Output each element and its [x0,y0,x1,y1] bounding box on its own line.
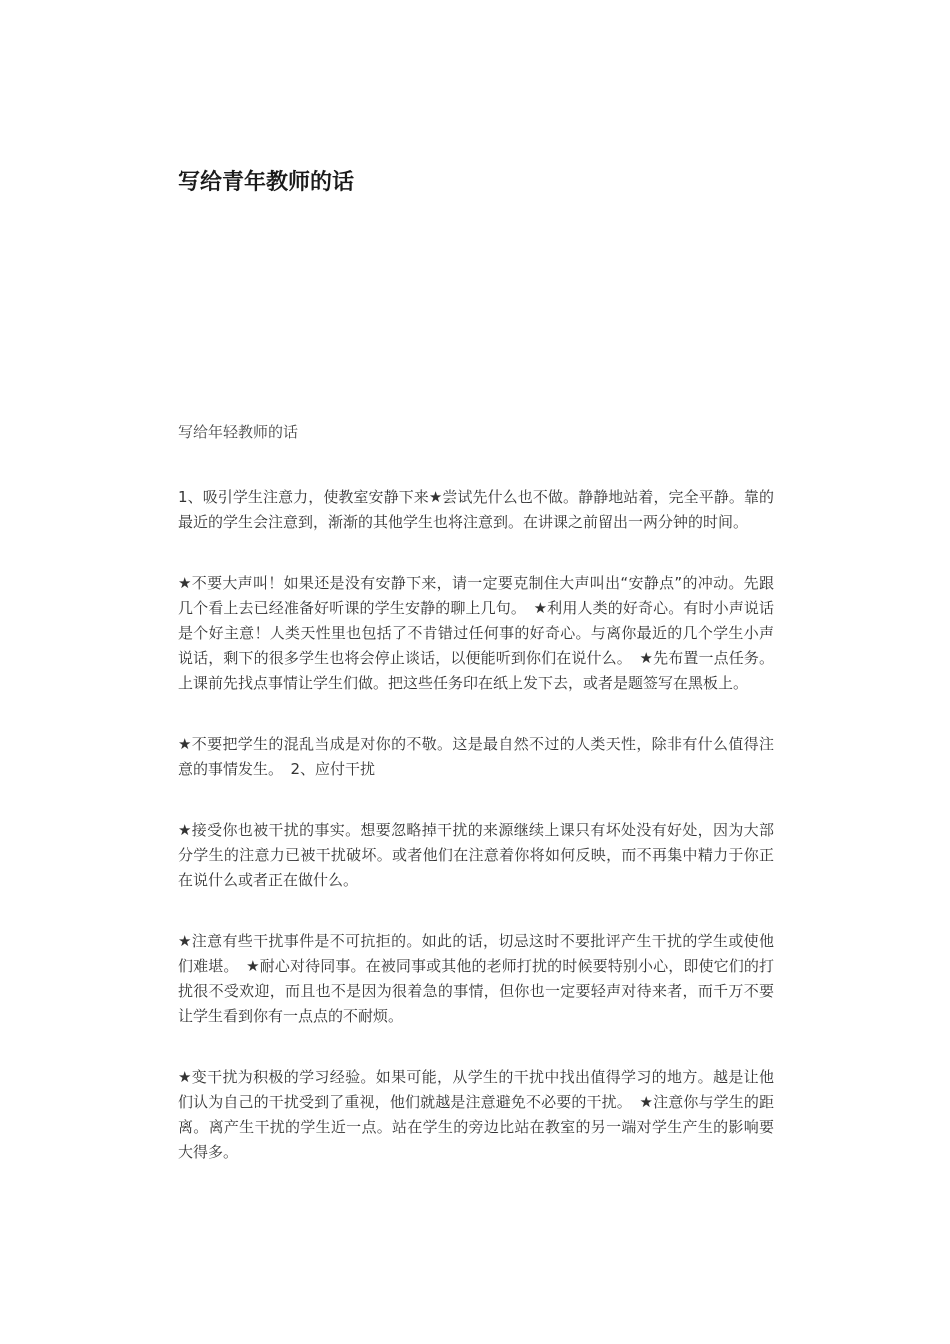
paragraph-2: ★不要大声叫！如果还是没有安静下来，请一定要克制住大声叫出“安静点”的冲动。先跟几个看上去已经准备好听课的学生安静的聊上几句。 ★利用人类的好奇心。有时小声说话是个好主意！人类天性里也包括了不肯错过任何事的好奇心。与离你最近的几个学生小声说话，剩下的很多学生也将会停止谈话，以便能听到你们在说什么。 ★先布置一点任务。上课前先找点事情让学生们做。把这些任务印在纸上发下去，或者是题签写在黑板上。 [178,574,774,692]
document-subtitle: 写给年轻教师的话 [178,423,299,441]
paragraph-4: ★接受你也被干扰的事实。想要忽略掉干扰的来源继续上课只有坏处没有好处，因为大部分学生的注意力已被干扰破坏。或者他们在注意着你将如何反映，而不再集中精力于你正在说什么或者正在做什么。 [178,821,774,889]
paragraph-6: ★变干扰为积极的学习经验。如果可能，从学生的干扰中找出值得学习的地方。越是让他们认为自己的干扰受到了重视，他们就越是注意避免不必要的干扰。 ★注意你与学生的距离。离产生干扰的学生近一点。站在学生的旁边比站在教室的另一端对学生产生的影响要大得多。 [178,1068,774,1161]
paragraph-5: ★注意有些干扰事件是不可抗拒的。如此的话，切忌这时不要批评产生干扰的学生或使他们难堪。 ★耐心对待同事。在被同事或其他的老师打扰的时候要特别小心，即使它们的打扰很不受欢迎，而且也不是因为很着急的事情，但你也一定要轻声对待来者，而千万不要让学生看到你有一点点的不耐烦。 [178,932,774,1025]
paragraph-1: 1、吸引学生注意力，使教室安静下来★尝试先什么也不做。静静地站着，完全平静。靠的最近的学生会注意到，渐渐的其他学生也将注意到。在讲课之前留出一两分钟的时间。 [178,488,774,531]
document-title: 写给青年教师的话 [178,170,355,195]
paragraph-3: ★不要把学生的混乱当成是对你的不敬。这是最自然不过的人类天性，除非有什么值得注意的事情发生。 2、应付干扰 [178,735,774,778]
document-body [178,420,774,1201]
